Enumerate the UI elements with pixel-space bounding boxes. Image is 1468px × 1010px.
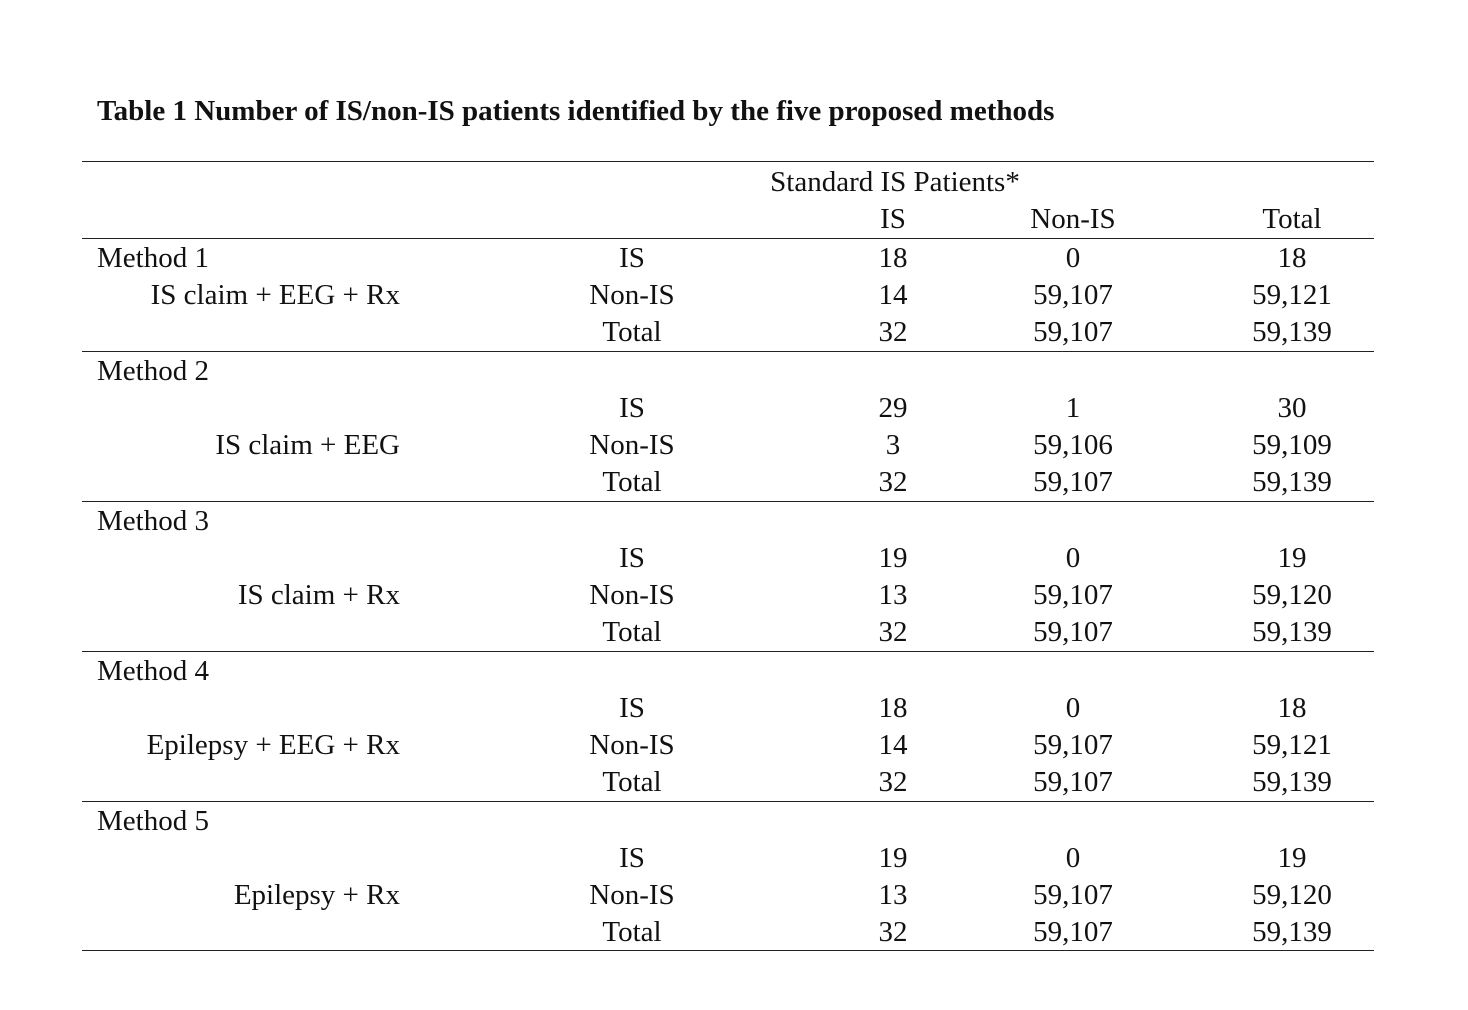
cell-total: 59,139 — [1252, 766, 1332, 798]
cell-is: 14 — [878, 279, 908, 311]
cell-is: 29 — [878, 392, 908, 424]
method-name: Method 2 — [97, 355, 209, 387]
row-label: Total — [602, 616, 662, 648]
cell-total: 18 — [1277, 692, 1307, 724]
bottom-rule — [82, 950, 1374, 951]
row-label: Non-IS — [589, 879, 675, 911]
cell-total: 59,120 — [1252, 579, 1332, 611]
method-rule — [82, 651, 1374, 652]
method-description: IS claim + EEG — [215, 429, 400, 461]
header-spanner: Standard IS Patients* — [770, 166, 1020, 198]
header-col-nonis: Non-IS — [1030, 203, 1116, 235]
method-rule — [82, 801, 1374, 802]
header-rule — [82, 238, 1374, 239]
method-rule — [82, 351, 1374, 352]
row-label: Non-IS — [589, 279, 675, 311]
cell-nonis: 0 — [1065, 242, 1081, 274]
cell-total: 59,121 — [1252, 279, 1332, 311]
cell-is: 3 — [885, 429, 901, 461]
cell-nonis: 0 — [1065, 842, 1081, 874]
method-description: Epilepsy + Rx — [233, 879, 400, 911]
cell-total: 59,139 — [1252, 466, 1332, 498]
cell-nonis: 59,107 — [1033, 316, 1113, 348]
table-title: Table 1 Number of IS/non-IS patients identified by the five proposed methods — [97, 95, 1055, 127]
cell-nonis: 0 — [1065, 542, 1081, 574]
row-label: Total — [602, 916, 662, 948]
method-name: Method 5 — [97, 805, 209, 837]
cell-total: 18 — [1277, 242, 1307, 274]
cell-total: 59,121 — [1252, 729, 1332, 761]
cell-nonis: 1 — [1065, 392, 1081, 424]
cell-is: 13 — [878, 579, 908, 611]
cell-total: 59,120 — [1252, 879, 1332, 911]
row-label: IS — [619, 392, 645, 424]
top-rule — [82, 161, 1374, 162]
row-label: IS — [619, 242, 645, 274]
cell-total: 59,139 — [1252, 616, 1332, 648]
row-label: IS — [619, 842, 645, 874]
header-col-is: IS — [880, 203, 906, 235]
cell-is: 32 — [878, 316, 908, 348]
row-label: IS — [619, 692, 645, 724]
cell-nonis: 59,107 — [1033, 729, 1113, 761]
row-label: Non-IS — [589, 429, 675, 461]
cell-is: 32 — [878, 766, 908, 798]
method-rule — [82, 501, 1374, 502]
cell-is: 13 — [878, 879, 908, 911]
row-label: IS — [619, 542, 645, 574]
cell-nonis: 59,106 — [1033, 429, 1113, 461]
cell-nonis: 59,107 — [1033, 579, 1113, 611]
row-label: Total — [602, 766, 662, 798]
cell-nonis: 59,107 — [1033, 279, 1113, 311]
cell-nonis: 59,107 — [1033, 466, 1113, 498]
cell-nonis: 0 — [1065, 692, 1081, 724]
header-col-total: Total — [1262, 203, 1322, 235]
method-name: Method 1 — [97, 242, 209, 274]
cell-nonis: 59,107 — [1033, 879, 1113, 911]
cell-is: 18 — [878, 692, 908, 724]
cell-is: 32 — [878, 616, 908, 648]
cell-nonis: 59,107 — [1033, 916, 1113, 948]
cell-is: 14 — [878, 729, 908, 761]
cell-is: 32 — [878, 916, 908, 948]
cell-total: 19 — [1277, 842, 1307, 874]
row-label: Non-IS — [589, 579, 675, 611]
cell-nonis: 59,107 — [1033, 616, 1113, 648]
row-label: Total — [602, 466, 662, 498]
cell-total: 59,139 — [1252, 916, 1332, 948]
method-name: Method 4 — [97, 655, 209, 687]
method-name: Method 3 — [97, 505, 209, 537]
cell-is: 18 — [878, 242, 908, 274]
cell-is: 19 — [878, 842, 908, 874]
cell-total: 59,109 — [1252, 429, 1332, 461]
row-label: Total — [602, 316, 662, 348]
row-label: Non-IS — [589, 729, 675, 761]
method-description: IS claim + Rx — [237, 579, 400, 611]
cell-total: 59,139 — [1252, 316, 1332, 348]
cell-is: 32 — [878, 466, 908, 498]
cell-nonis: 59,107 — [1033, 766, 1113, 798]
cell-total: 30 — [1277, 392, 1307, 424]
method-description: IS claim + EEG + Rx — [150, 279, 400, 311]
cell-is: 19 — [878, 542, 908, 574]
method-description: Epilepsy + EEG + Rx — [146, 729, 400, 761]
cell-total: 19 — [1277, 542, 1307, 574]
